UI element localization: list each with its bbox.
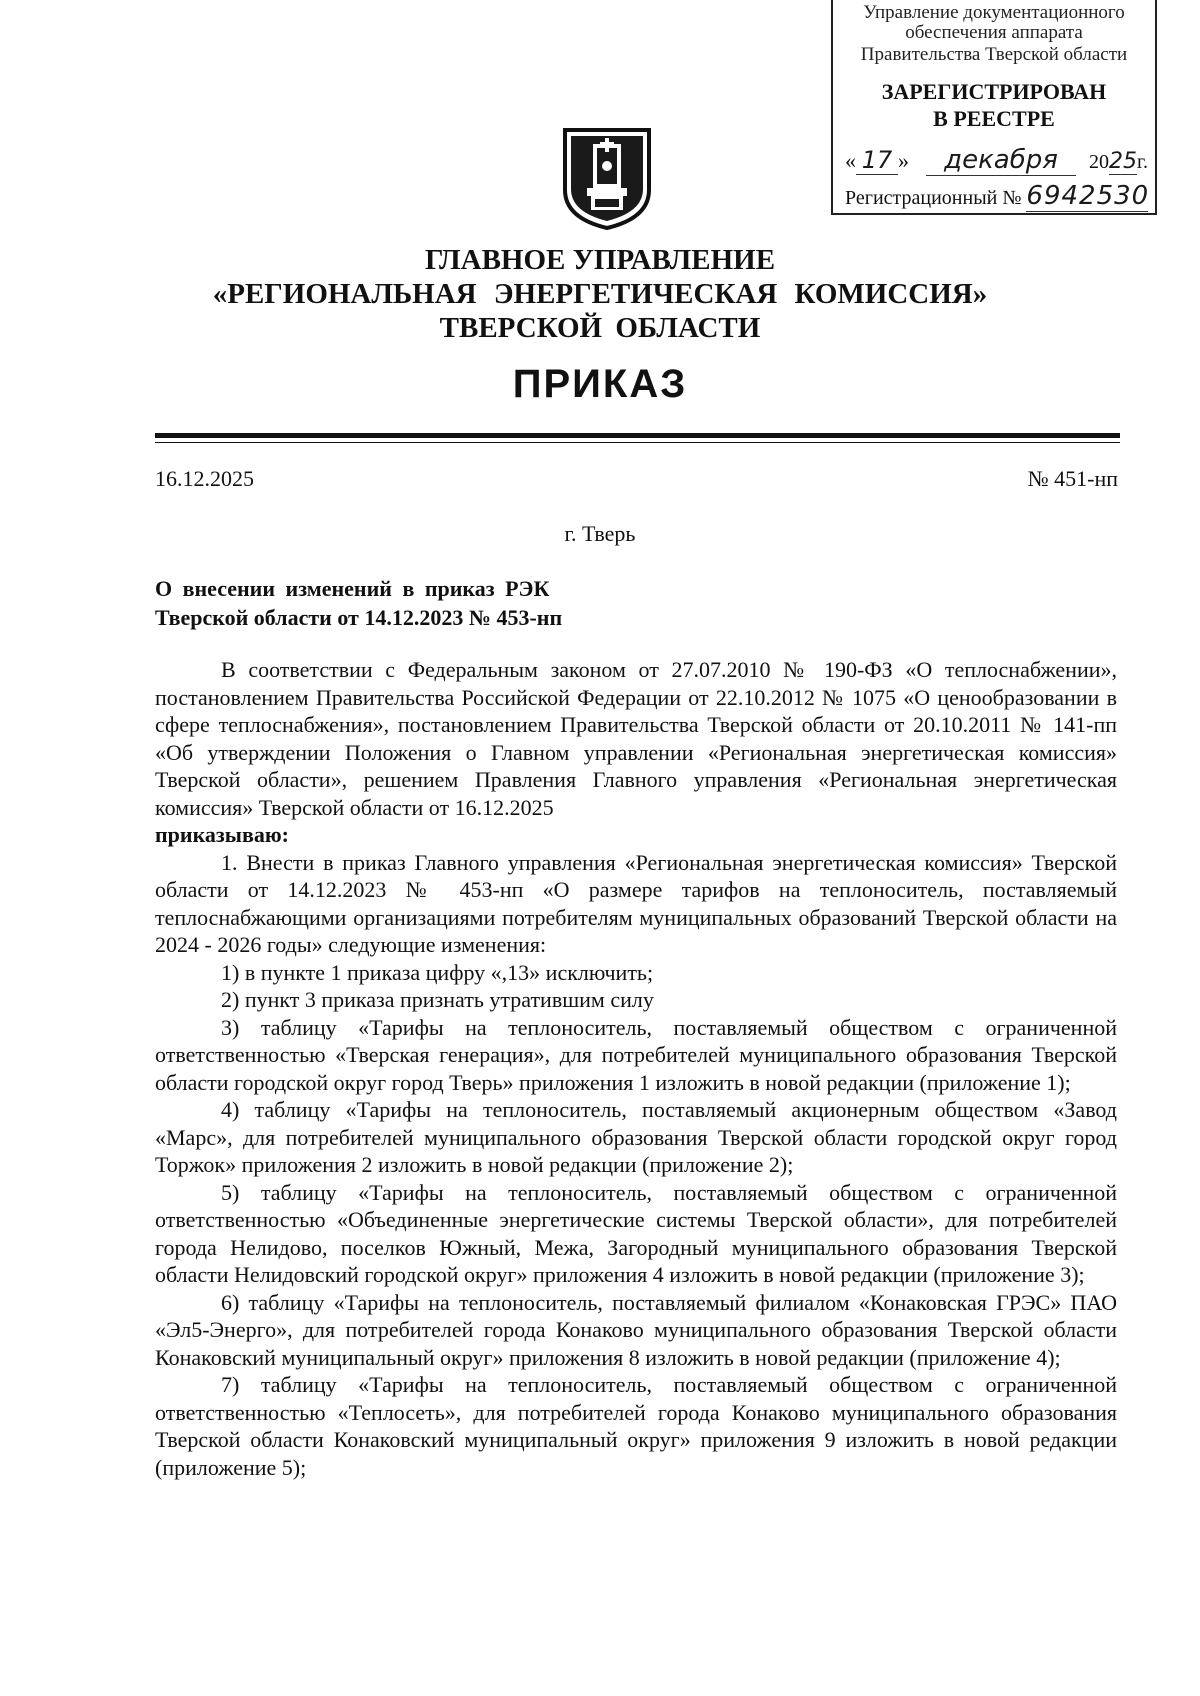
header-rule-thick: [155, 433, 1120, 438]
stamp-reg-number: 6942530: [1026, 181, 1150, 211]
stamp-reg-label: Регистрационный №: [845, 187, 1022, 209]
stamp-date-line: [845, 145, 1148, 176]
subitem-2: 2) пункт 3 приказа признать утратившим силу: [221, 987, 654, 1012]
stamp-quote-close: »: [898, 148, 909, 173]
stamp-quote-open: «: [845, 148, 856, 173]
stamp-year-prefix: 20: [1089, 151, 1109, 173]
header-rule-thin: [155, 442, 1120, 443]
preamble-paragraph: В соответствии с Федеральным законом от 27.07.2010 № 190-ФЗ «О теплоснабжении», постановлением Правительства Российской Федерации от 22.10.2012 № 1075 «О ценообразовании в сфере теплоснабжения», постановлением Правительства Тверской области от 20.10.2011 № 141-пп «Об утверждении Положения о Главном управлении «Региональная энергетическая комиссия» Тверской области», решением Правления Главного управления «Региональная энергетическая комиссия» Тверской области от 16.12.2025: [155, 657, 1117, 820]
subitem-5: 5) таблицу «Тарифы на теплоноситель, поставляемый обществом с ограниченной ответственностью «Объединенные энергетические системы Тверской области», для потребителей города Нелидово, поселков Южный, Межа, Загородный муниципального образования Тверской области Нелидовский городской округ» приложения 4 изложить в новой редакции (приложение 3);: [155, 1179, 1117, 1287]
order-subject: [155, 574, 562, 632]
document-title: ПРИКАЗ: [512, 362, 688, 406]
city: г. Тверь: [564, 521, 636, 546]
org-name-line-3: ТВЕРСКОЙ ОБЛАСТИ: [439, 312, 761, 344]
order-date: 16.12.2025: [155, 466, 254, 491]
subject-line-2: Тверской области от 14.12.2023 № 453-нп: [155, 605, 563, 630]
order-number: № 451-нп: [1027, 466, 1118, 491]
subject-line-1: О внесении изменений в приказ РЭК: [155, 576, 550, 601]
subitem-1: 1) в пункте 1 приказа цифру «,13» исключить;: [221, 959, 654, 985]
subitem-3: 3) таблицу «Тарифы на теплоноситель, поставляемый обществом с ограниченной ответственностью «Тверская генерация», для потребителей муниципального образования Тверской области городской округ город Тверь» приложения 1 изложить в новой редакции (приложение 1);: [155, 1014, 1117, 1095]
registration-stamp: [831, 0, 1157, 215]
stamp-line-3: Правительства Тверской области: [860, 44, 1128, 65]
org-name-line-1: ГЛАВНОЕ УПРАВЛЕНИЕ: [424, 244, 776, 276]
order-body: [155, 656, 1117, 1481]
coat-of-arms-icon: [559, 126, 655, 230]
org-name-line-2: «РЕГИОНАЛЬНАЯ ЭНЕРГЕТИЧЕСКАЯ КОМИССИЯ»: [212, 278, 988, 310]
stamp-reg-number-line: [845, 181, 1148, 212]
stamp-month: декабря: [926, 145, 1076, 176]
subitem-7: 7) таблицу «Тарифы на теплоноситель, поставляемый обществом с ограниченной ответственностью «Теплосеть», для потребителей города Конаково муниципального образования Тверской области Конаковский муниципальный округ» приложения 9 изложить в новой редакции (приложение 5);: [155, 1372, 1117, 1480]
stamp-year-g: г.: [1137, 151, 1148, 173]
stamp-line-1: Управление документационного: [863, 2, 1125, 23]
stamp-in-registry: В РЕЕСТРЕ: [933, 106, 1055, 131]
stamp-registered: ЗАРЕГИСТРИРОВАН: [881, 79, 1107, 104]
subitem-4: 4) таблицу «Тарифы на теплоноситель, поставляемый акционерным обществом «Завод «Марс», для потребителей муниципального образования Тверской области городской округ город Торжок» приложения 2 изложить в новой редакции (приложение 2);: [155, 1097, 1117, 1177]
stamp-year-suffix: 25: [1109, 149, 1137, 174]
stamp-line-2: обеспечения аппарата: [905, 22, 1083, 43]
item-1-paragraph: 1. Внести в приказ Главного управления «Региональная энергетическая комиссия» Тверской области от 14.12.2023 № 453-нп «О размере тарифов на теплоноситель, поставляемый теплоснабжающими организациями потребителям муниципальных образований Тверской области на 2024 - 2026 годы» следующие изменения:: [155, 849, 1117, 957]
stamp-day: 17: [856, 146, 898, 175]
ordered-word: приказываю:: [155, 822, 289, 847]
subitem-6: 6) таблицу «Тарифы на теплоноситель, поставляемый филиалом «Конаковская ГРЭС» ПАО «Эл5-Энерго», для потребителей города Конаково муниципального образования Тверской области Конаковский муниципальный округ» приложения 8 изложить в новой редакции (приложение 4);: [155, 1289, 1117, 1370]
